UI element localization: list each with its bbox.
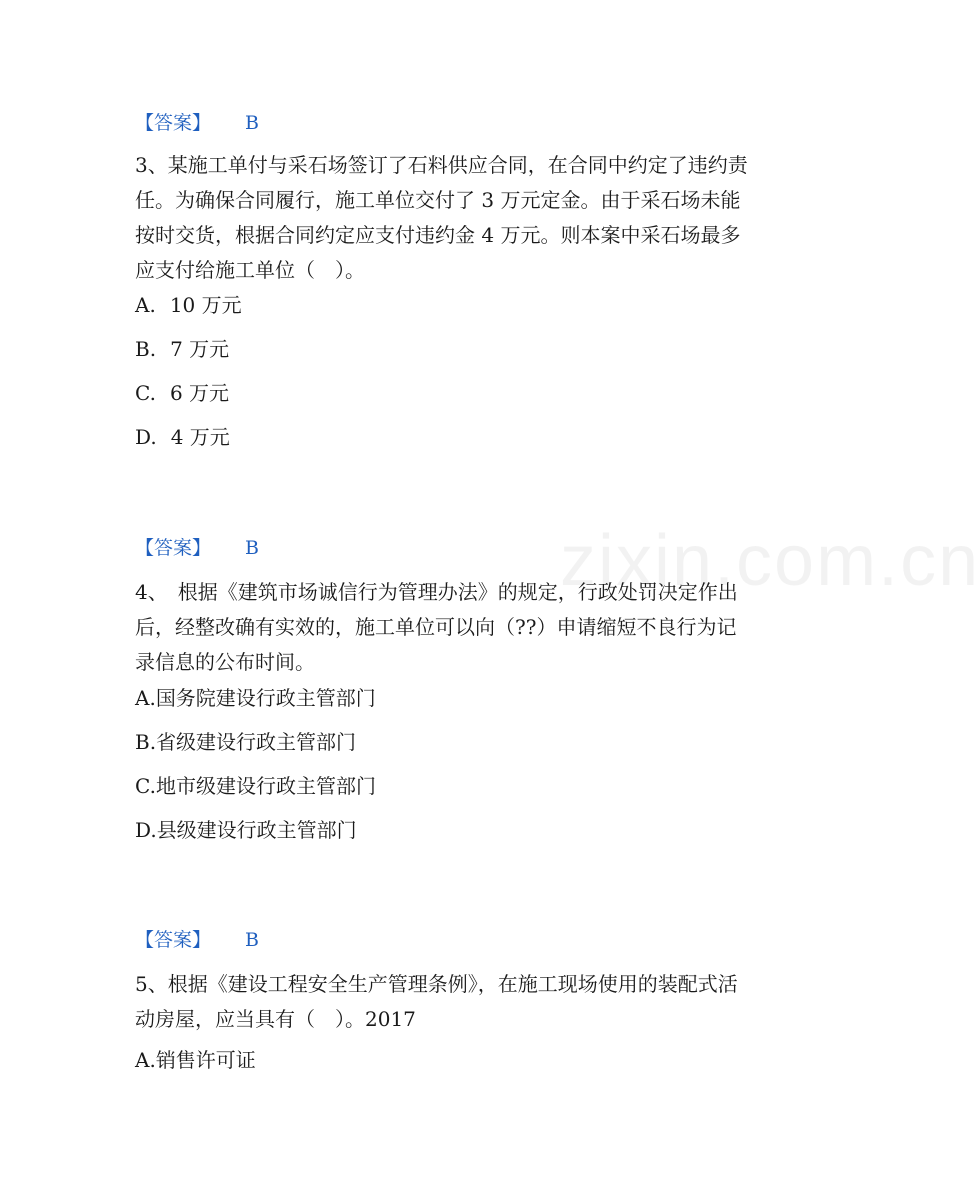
option-d: [135, 423, 230, 451]
option-text: 10 万元: [169, 293, 242, 317]
option-text: 4 万元: [170, 425, 230, 449]
question-line: 3、某施工单付与采石场签订了石料供应合同，在合同中约定了违约责: [135, 153, 748, 177]
question-text: [135, 148, 785, 288]
question-line: 应支付给施工单位（ ）。: [135, 258, 365, 282]
question-line: 4、 根据《建筑市场诚信行为管理办法》的规定，行政处罚决定作出: [135, 580, 738, 604]
question-line: 录信息的公布时间。: [135, 650, 315, 674]
option-letter: A.: [135, 1048, 156, 1072]
option-text: 7 万元: [170, 337, 230, 361]
option-b: [135, 728, 356, 756]
answer-value: B: [245, 537, 259, 559]
option-text: 国务院建设行政主管部门: [155, 686, 376, 710]
option-letter: D.: [135, 425, 157, 449]
question-line: 任。为确保合同履行，施工单位交付了 3 万元定金。由于采石场未能: [135, 188, 741, 212]
option-letter: A.: [135, 293, 156, 317]
option-b: [135, 335, 229, 363]
option-d: [135, 816, 357, 844]
answer-tag: 【答案】: [135, 537, 212, 559]
option-letter: C.: [135, 774, 156, 798]
answer-line: [135, 536, 259, 560]
option-letter: B.: [135, 337, 157, 361]
option-text: 县级建设行政主管部门: [156, 818, 357, 842]
answer-value: B: [245, 112, 259, 134]
answer-value: B: [245, 929, 259, 951]
answer-line: [135, 928, 259, 952]
option-letter: B.: [135, 730, 157, 754]
option-letter: D.: [135, 818, 157, 842]
option-text: 省级建设行政主管部门: [156, 730, 357, 754]
option-letter: A.: [135, 686, 156, 710]
question-line: 动房屋，应当具有（ ）。2017: [135, 1007, 416, 1031]
question-line: 按时交货，根据合同约定应支付违约金 4 万元。则本案中采石场最多: [135, 223, 741, 247]
option-text: 6 万元: [169, 381, 230, 405]
question-line: 5、根据《建设工程安全生产管理条例》，在施工现场使用的装配式活: [135, 972, 738, 996]
answer-tag: 【答案】: [135, 112, 212, 134]
option-c: [135, 379, 229, 407]
option-text: 地市级建设行政主管部门: [155, 774, 376, 798]
answer-tag: 【答案】: [135, 929, 212, 951]
watermark: zixin.com.cn: [560, 521, 980, 601]
option-a: [135, 291, 242, 319]
answer-line: [135, 111, 259, 135]
option-text: 销售许可证: [155, 1048, 256, 1072]
option-c: [135, 772, 376, 800]
question-text: [135, 575, 785, 680]
option-letter: C.: [135, 381, 156, 405]
option-a: [135, 684, 376, 712]
question-line: 后，经整改确有实效的，施工单位可以向（??）申请缩短不良行为记: [135, 615, 737, 639]
question-text: [135, 967, 785, 1037]
option-a: [135, 1046, 256, 1074]
